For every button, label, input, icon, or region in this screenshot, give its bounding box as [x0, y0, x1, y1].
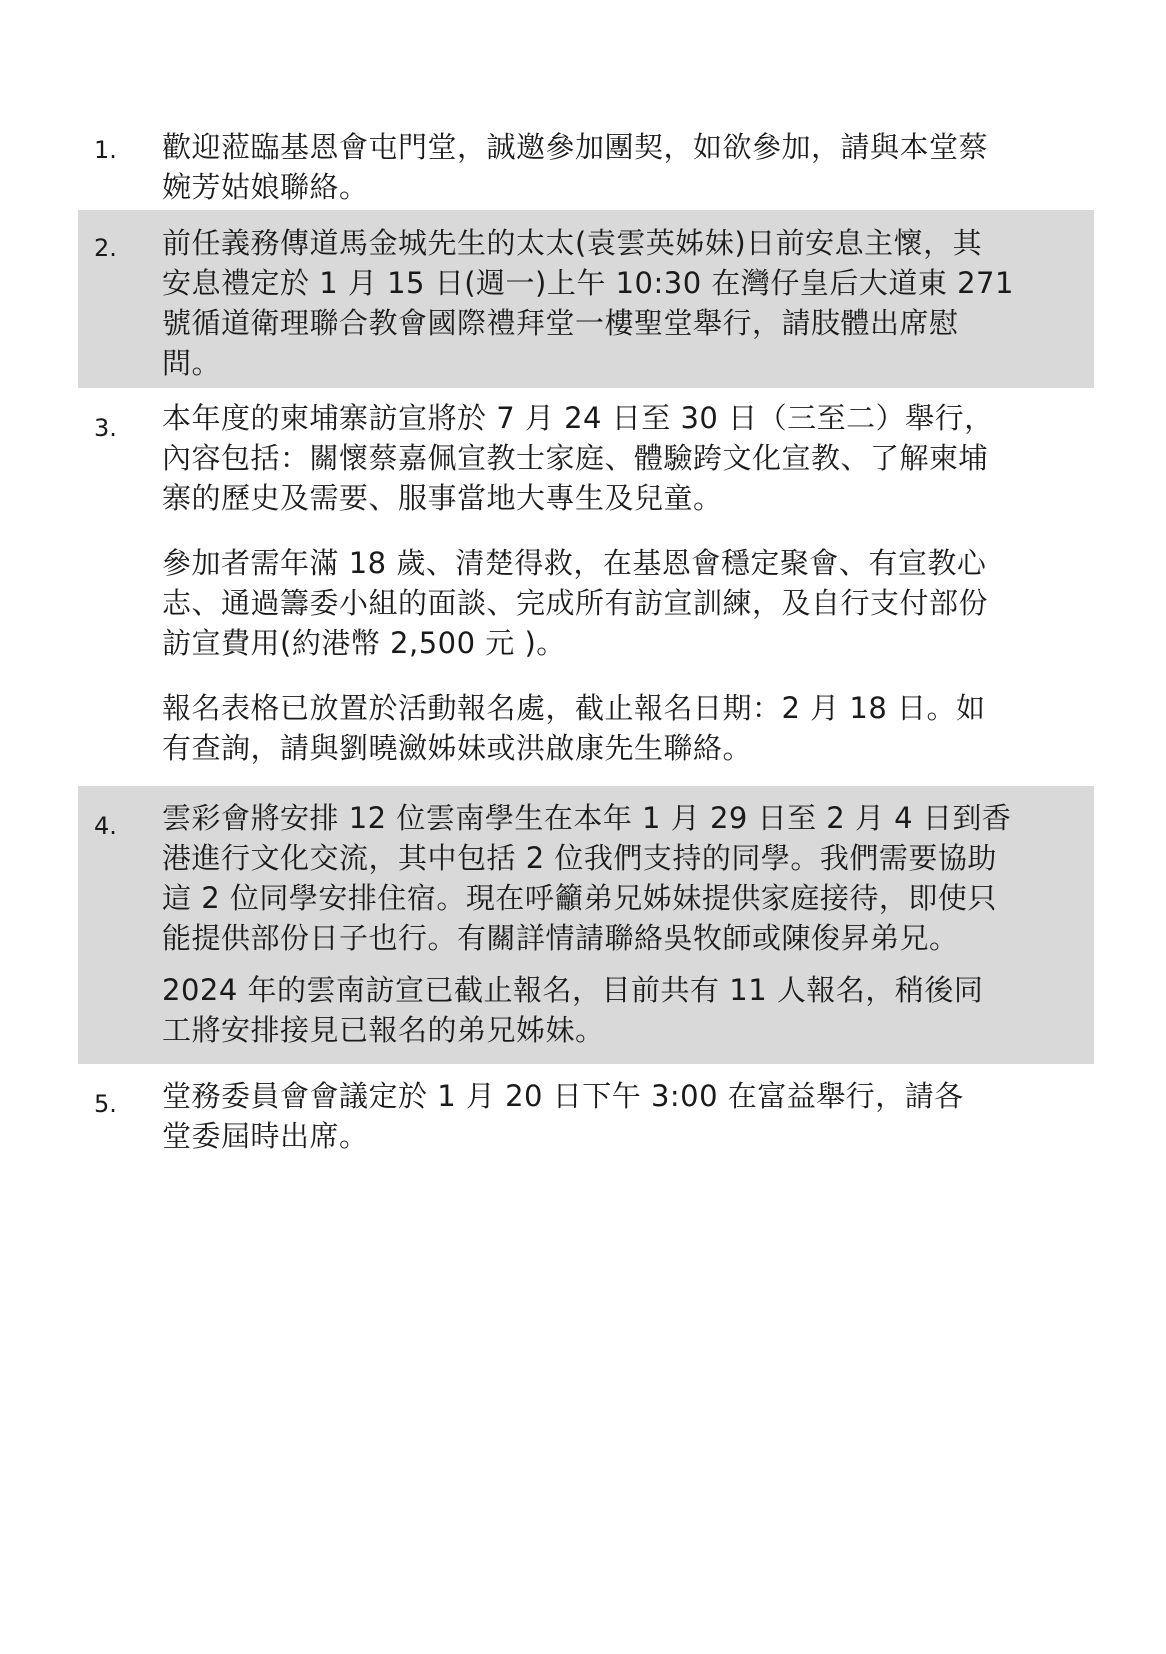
- notice-paragraph: 2024 年的雲南訪宣已截止報名，目前共有 11 人報名，稍後同 工將安排接見已報名的弟兄姊妹。: [162, 973, 984, 1047]
- notice-paragraph: 歡迎蒞臨基恩會屯門堂，誠邀參加團契，如欲參加，請與本堂蔡 婉芳姑娘聯絡。: [162, 130, 989, 204]
- notice-item-4: [78, 786, 1094, 1064]
- notice-paragraph: 堂務委員會會議定於 1 月 20 日下午 3:00 在富益舉行，請各 堂委屆時出席。: [162, 1079, 964, 1153]
- notice-paragraph: 參加者需年滿 18 歲、清楚得救，在基恩會穩定聚會、有宣教心 志、通過籌委小組的面談、完成所有訪宣訓練，及自行支付部份 訪宣費用(約港幣 2,500 元 )。: [162, 546, 989, 660]
- notice-item-5: [78, 1064, 1094, 1164]
- notice-paragraph: 本年度的柬埔寨訪宣將於 7 月 24 日至 30 日（三至二）舉行， 內容包括：關懷蔡嘉佩宣教士家庭、體驗跨文化宣教、了解柬埔 寨的歷史及需要、服事當地大專生及兒童。: [162, 401, 994, 515]
- notice-item-3: [78, 388, 1094, 786]
- notice-paragraph: 前任義務傳道馬金城先生的太太(袁雲英姊妹)日前安息主懷，其 安息禮定於 1 月 15 日(週一)上午 10:30 在灣仔皇后大道東 271 號循道衛理聯合教會國際禮拜堂一樓聖堂舉行，請肢體出席慰 問。: [162, 226, 1014, 380]
- notice-item-2: [78, 210, 1094, 388]
- notice-number: 1.: [94, 136, 117, 164]
- notice-number: 3.: [94, 414, 117, 442]
- notice-number: 4.: [94, 812, 117, 840]
- notice-item-1: [78, 120, 1094, 210]
- notice-paragraph: 雲彩會將安排 12 位雲南學生在本年 1 月 29 日至 2 月 4 日到香 港進行文化交流，其中包括 2 位我們支持的同學。我們需要協助 這 2 位同學安排住宿。現在呼籲弟兄姊妹提供家庭接待，即使只 能提供部份日子也行。有關詳情請聯絡吳牧師或陳俊昇弟兄。: [162, 801, 1012, 955]
- notice-paragraph: 報名表格已放置於活動報名處，截止報名日期：2 月 18 日。如 有查詢，請與劉曉瀲姊妹或洪啟康先生聯絡。: [162, 691, 986, 765]
- notice-number: 5.: [94, 1090, 117, 1118]
- notice-number: 2.: [94, 234, 117, 262]
